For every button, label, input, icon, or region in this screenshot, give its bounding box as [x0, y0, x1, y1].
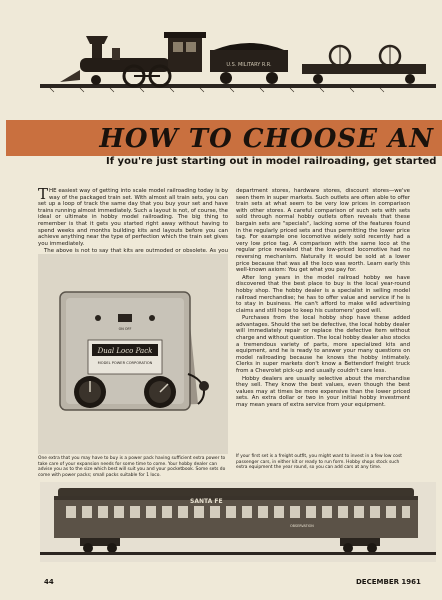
right-column: [236, 188, 410, 410]
title-band: [6, 120, 442, 156]
tender-lettering: U.S. MILITARY R.R.: [226, 62, 272, 68]
drop-cap: T: [38, 185, 49, 203]
power-switch-label: ON OFF: [118, 327, 132, 331]
right-paragraph-3: Purchases from the local hobby shop have these added advantages. Should the set be defective, the local hobby dealer will immediately repair or replace the defective item without charge and without question. The local hobby dealer also stocks a tremendous variety of parts, more specialized kits and equipment, and he is ready to answer your many questions on model railroading because he knows the hobby intimately. Clerks in super markets don't know a Bettendorf freight truck from a Chevrolet pick-up and usually couldn't care less.: [236, 315, 410, 375]
passenger-car-photo: [40, 482, 436, 562]
car-type-lettering: OBSERVATION: [290, 524, 314, 528]
locomotive-illustration: [40, 22, 436, 102]
article-title: HOW TO CHOOSE AN: [99, 124, 434, 154]
right-paragraph-1: department stores, hardware stores, discount stores—we've seen them in super markets. Such outlets are often able to offer train sets at what seem to be very low prices in comparison with other stores. A careful comparison of such sets with sets sold through normal hobby outlets often reveals that these bargain sets are "specials", lacking some of the features found in the regularly priced sets and thus permitting the lower price tag. For example one locomotive widely sold recently had a very low price tag. A comparison with the same loco at the regular price revealed that the low-priced locomotive had no reversing mechanism. Naturally it would be sold at a lower price because that was all the loco was worth. Learn early this well-known axiom: You get what you pay for.: [236, 188, 410, 274]
issue-date: DECEMBER 1961: [356, 578, 421, 586]
left-paragraph-1: HE easiest way of getting into scale model railroading today is by way of the packaged train set. With almost all train sets, you can set up a loop of track the same day that you buy your set and have trains running almost immediately. Such a layout is not, of course, the ideal or ultimate in hobby model railroading. The big thing to remember is that it gets you started right away without having to spend weeks and months building kits and layouts before you can achieve anything near the type of perfection which the train set gives you immediately.: [38, 188, 228, 247]
article-subtitle: If you're just starting out in model railroading, get started: [106, 156, 437, 167]
right-paragraph-2: After long years in the model railroad hobby we have discovered that the best place to buy is the local year-round hobby shop. The hobby dealer is a specialist in selling model railroad merchandise; he has to offer value and service if he is to stay in business. He can't afford to make wild advertising claims and still hope to keep his customers' good will.: [236, 274, 410, 314]
page-number: 44: [44, 578, 54, 586]
power-pack-brand: Dual Loco Pack: [97, 347, 153, 355]
photo-caption-right: If your first set is a freight outfit, you might want to invest in a few low cost passenger cars, in either kit or ready to run form. Hobby shops stock such extra equipment the year round, so you can add cars at any time.: [236, 454, 402, 471]
right-paragraph-4: Hobby dealers are usually selective about the merchandise they sell. They know the best values, even though the best values may at times be more expensive than the lower priced sets. An extra dollar or two in your initial hobby investment may mean years of extra service from your equipment.: [236, 375, 410, 408]
photo-caption-left: One extra that you may have to buy is a power pack having sufficient extra power to take care of your expansion needs for some time to come. Your hobby dealer can advise you as to the size which best will suit you and your pocketbook. Some sets do come with power packs; small packs suitable for 1 loco.: [38, 456, 226, 478]
power-pack-company: MODEL POWER CORPORATION: [97, 361, 153, 365]
left-paragraph-2: The above is not to say that kits are outmoded or obsolete. As you: [44, 248, 228, 255]
car-road-name: SANTA FE: [190, 498, 223, 505]
power-pack-photo: [38, 254, 228, 454]
